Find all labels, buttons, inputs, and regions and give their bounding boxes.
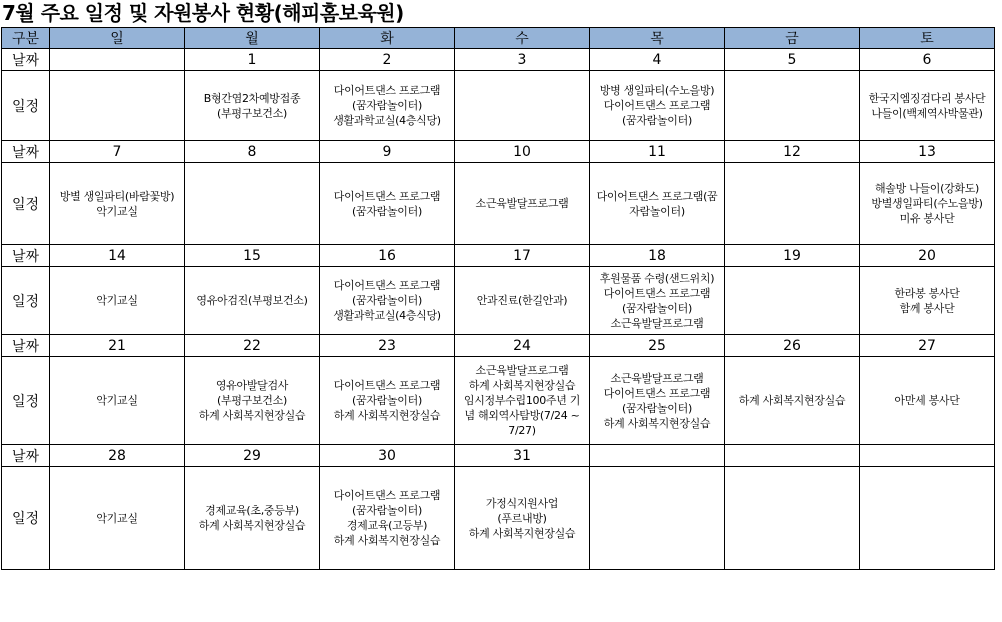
date-row-label: 날짜 — [2, 245, 50, 267]
event-cell — [725, 267, 860, 335]
header-sunday: 일 — [50, 28, 185, 49]
schedule-row-label: 일정 — [2, 163, 50, 245]
event-line: 7/27) — [508, 424, 536, 437]
event-cell — [725, 163, 860, 245]
event-cell — [320, 163, 455, 245]
event-cell — [725, 71, 860, 141]
event-cell — [590, 357, 725, 445]
day-number: 25 — [590, 335, 725, 357]
event-line: (꿈자람놀이터) — [352, 394, 422, 407]
day-number: 27 — [860, 335, 995, 357]
day-number — [725, 445, 860, 467]
event-line: 생활과학교실(4층식당) — [333, 309, 441, 322]
event-cell — [320, 467, 455, 570]
header-row — [2, 28, 995, 49]
day-number — [860, 445, 995, 467]
header-monday: 월 — [185, 28, 320, 49]
event-line: 한라봉 봉사단 — [894, 286, 960, 300]
event-line: 생활과학교실(4층식당) — [333, 114, 441, 127]
event-line: 임시정부수립100주년 기 — [463, 394, 581, 407]
event-line: 하계 사회복지현장실습 — [198, 519, 306, 532]
schedule-row-label: 일정 — [2, 267, 50, 335]
event-cell — [860, 71, 995, 141]
event-line: 다이어트댄스 프로그램 — [333, 489, 441, 502]
event-line: (꿈자람놀이터) — [352, 294, 422, 307]
event-cell — [590, 467, 725, 570]
day-number: 5 — [725, 49, 860, 71]
date-row-label: 날짜 — [2, 141, 50, 163]
schedule-row-label: 일정 — [2, 467, 50, 570]
event-line: 악기교실 — [96, 511, 138, 525]
day-number — [50, 49, 185, 71]
schedule-row — [2, 467, 995, 570]
page-title: 7월 주요 일정 및 자원봉사 현황(해피홈보육원) — [2, 1, 404, 25]
event-line: 자람놀이터) — [629, 204, 685, 218]
schedule-row-label: 일정 — [2, 357, 50, 445]
day-number: 19 — [725, 245, 860, 267]
date-row — [2, 445, 995, 467]
event-line: 다이어트댄스 프로그램 — [333, 379, 441, 392]
day-number: 20 — [860, 245, 995, 267]
event-line: 영유아검진(부평보건소) — [196, 294, 308, 307]
event-cell — [50, 163, 185, 245]
event-cell — [725, 467, 860, 570]
event-line: 다이어트댄스 프로그램 — [333, 279, 441, 292]
event-cell — [50, 71, 185, 141]
event-line: 악기교실 — [96, 204, 138, 218]
event-line: 악기교실 — [96, 394, 138, 407]
event-cell — [590, 71, 725, 141]
event-line: 하계 사회복지현장실습 — [468, 526, 576, 540]
event-line: 미유 봉사단 — [899, 212, 955, 225]
event-cell — [50, 467, 185, 570]
day-number: 17 — [455, 245, 590, 267]
date-row — [2, 49, 995, 71]
day-number: 30 — [320, 445, 455, 467]
day-number: 24 — [455, 335, 590, 357]
schedule-table — [1, 27, 995, 570]
day-number: 10 — [455, 141, 590, 163]
event-cell — [725, 357, 860, 445]
day-number: 16 — [320, 245, 455, 267]
event-line: (푸르내방) — [497, 511, 547, 525]
event-line: 후원물품 수령(샌드위치) — [599, 271, 715, 285]
day-number: 2 — [320, 49, 455, 71]
event-line: (꿈자람놀이터) — [352, 99, 422, 112]
event-line: 방별생일파티(수노을방) — [871, 197, 983, 210]
day-number: 14 — [50, 245, 185, 267]
header-saturday: 토 — [860, 28, 995, 49]
schedule-row — [2, 71, 995, 141]
event-line: (꿈자람놀이터) — [622, 114, 692, 127]
event-line: 다이어트댄스 프로그램(꿈 — [596, 189, 718, 203]
event-line: 하계 사회복지현장실습 — [333, 409, 441, 422]
day-number: 13 — [860, 141, 995, 163]
date-row — [2, 141, 995, 163]
day-number — [590, 445, 725, 467]
date-row-label: 날짜 — [2, 335, 50, 357]
day-number: 3 — [455, 49, 590, 71]
event-line: B형간염2차예방접종 — [203, 91, 301, 105]
event-line: 경제교육(고등부) — [346, 519, 428, 532]
day-number: 29 — [185, 445, 320, 467]
event-line: 함께 봉사단 — [899, 301, 955, 315]
date-row-label: 날짜 — [2, 49, 50, 71]
event-line: 다이어트댄스 프로그램 — [333, 84, 441, 97]
event-cell — [185, 163, 320, 245]
day-number: 4 — [590, 49, 725, 71]
event-line: 나들이(백제역사박물관) — [871, 106, 983, 120]
event-cell — [50, 357, 185, 445]
event-line: 하계 사회복지현장실습 — [468, 379, 576, 392]
header-category: 구분 — [2, 28, 50, 49]
event-line: 소근육발달프로그램 — [475, 364, 569, 377]
event-cell — [455, 163, 590, 245]
event-cell — [320, 357, 455, 445]
event-line: 경제교육(초,중등부) — [205, 504, 299, 517]
event-line: 방별 생일파티(바람꽃방) — [59, 189, 175, 203]
event-cell — [455, 467, 590, 570]
header-friday: 금 — [725, 28, 860, 49]
event-cell — [455, 357, 590, 445]
event-cell — [185, 467, 320, 570]
event-line: 다이어트댄스 프로그램 — [603, 286, 711, 300]
event-cell — [185, 71, 320, 141]
event-line: 하계 사회복지현장실습 — [738, 394, 846, 407]
event-cell — [455, 71, 590, 141]
day-number: 23 — [320, 335, 455, 357]
event-cell — [590, 267, 725, 335]
event-cell — [860, 467, 995, 570]
event-line: 방병 생일파티(수노을방) — [599, 84, 715, 97]
schedule-row — [2, 163, 995, 245]
event-line: (꿈자람놀이터) — [622, 301, 692, 315]
header-thursday: 목 — [590, 28, 725, 49]
event-cell — [860, 357, 995, 445]
day-number: 12 — [725, 141, 860, 163]
date-row — [2, 245, 995, 267]
day-number: 26 — [725, 335, 860, 357]
event-line: 다이어트댄스 프로그램 — [333, 189, 441, 203]
event-line: (꿈자람놀이터) — [352, 504, 422, 517]
event-line: 영유아발달검사 — [215, 379, 289, 392]
event-line: 아만세 봉사단 — [894, 394, 960, 407]
day-number: 8 — [185, 141, 320, 163]
event-line: 다이어트댄스 프로그램 — [603, 99, 711, 112]
day-number: 11 — [590, 141, 725, 163]
event-line: 가정식지원사업 — [485, 496, 559, 510]
date-row-label: 날짜 — [2, 445, 50, 467]
event-line: 한국지엠징검다리 봉사단 — [868, 91, 986, 105]
event-line: 하계 사회복지현장실습 — [333, 534, 441, 547]
event-cell — [50, 267, 185, 335]
event-cell — [185, 357, 320, 445]
event-line: 악기교실 — [96, 294, 138, 307]
schedule-row — [2, 267, 995, 335]
day-number: 18 — [590, 245, 725, 267]
header-wednesday: 수 — [455, 28, 590, 49]
event-line: 념 해외역사탐방(7/24 ~ — [464, 409, 580, 422]
event-line: (꿈자람놀이터) — [622, 401, 692, 415]
day-number: 28 — [50, 445, 185, 467]
event-line: (부평구보건소) — [217, 394, 287, 407]
day-number: 15 — [185, 245, 320, 267]
event-line: (부평구보건소) — [217, 106, 287, 120]
day-number: 1 — [185, 49, 320, 71]
event-cell — [860, 163, 995, 245]
schedule-row-label: 일정 — [2, 71, 50, 141]
event-line: 다이어트댄스 프로그램 — [603, 386, 711, 400]
day-number: 6 — [860, 49, 995, 71]
event-cell — [320, 267, 455, 335]
event-cell — [455, 267, 590, 335]
day-number: 21 — [50, 335, 185, 357]
event-line: 안과진료(한길안과) — [476, 294, 568, 307]
event-line: 소근육발달프로그램 — [475, 197, 569, 210]
date-row — [2, 335, 995, 357]
event-cell — [320, 71, 455, 141]
event-line: 하계 사회복지현장실습 — [603, 416, 711, 430]
schedule-row — [2, 357, 995, 445]
event-line: 소근육발달프로그램 — [610, 316, 704, 330]
event-line: 소근육발달프로그램 — [610, 371, 704, 385]
event-cell — [185, 267, 320, 335]
event-line: 해솔방 나들이(강화도) — [874, 182, 980, 195]
event-cell — [860, 267, 995, 335]
day-number: 7 — [50, 141, 185, 163]
schedule-body — [2, 49, 995, 570]
event-line: (꿈자람놀이터) — [352, 204, 422, 218]
day-number: 31 — [455, 445, 590, 467]
day-number: 9 — [320, 141, 455, 163]
event-cell — [590, 163, 725, 245]
day-number: 22 — [185, 335, 320, 357]
event-line: 하계 사회복지현장실습 — [198, 409, 306, 422]
header-tuesday: 화 — [320, 28, 455, 49]
